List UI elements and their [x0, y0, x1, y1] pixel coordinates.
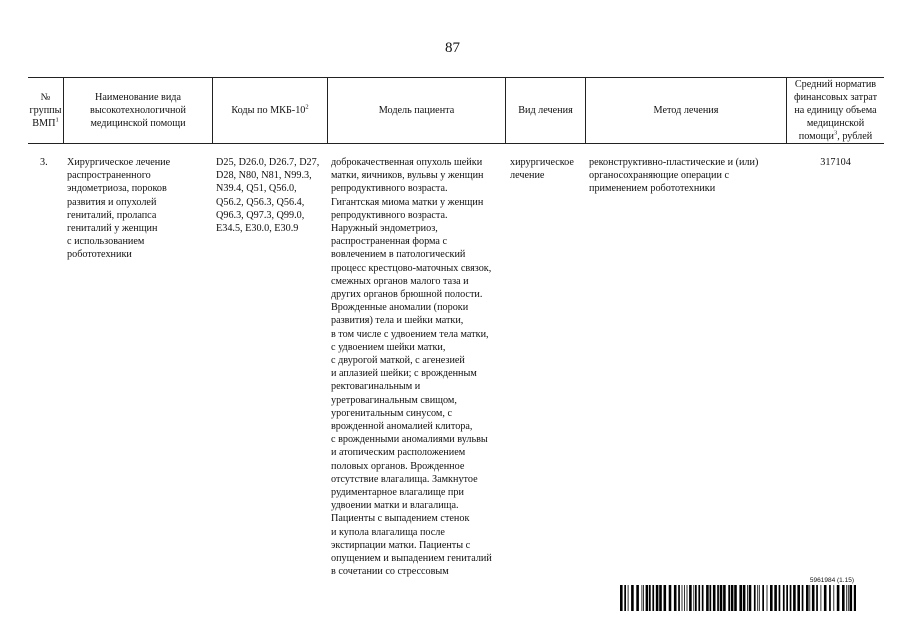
cell-line: эндометриоза, пороков [67, 183, 167, 195]
row-group-number: 3. [40, 157, 48, 168]
cell-line: с удвоением шейки матки, [331, 341, 446, 353]
header-codes-text: Коды по МКБ-$10^2$ [231, 103, 309, 116]
cell-line: Гигантская миома матки у женщин [331, 196, 484, 208]
cell-line: лечение [510, 170, 545, 182]
header-patient-model [328, 78, 505, 143]
cost-value: 317104 [820, 157, 851, 168]
header-treatment-method [586, 78, 786, 143]
footnote-marker: 1 [55, 116, 59, 124]
cell-line: отсутствие влагалища. Замкнутое [331, 473, 478, 485]
row-icd-codes [216, 156, 328, 235]
cell-line: ректовагинальным и [331, 381, 421, 393]
cell-line: гениталий у женщин [67, 223, 158, 235]
cell-line: и аплазией шейки; с врожденным [331, 368, 477, 380]
header-cost-line: на единицу объема [794, 104, 877, 116]
header-cost-line: финансовых затрат [793, 91, 878, 103]
row-treatment-method [589, 156, 785, 196]
header-treatment-text: Вид лечения [518, 104, 573, 116]
header-method-text: Метод лечения [653, 104, 719, 116]
cell-line: репродуктивного возраста. [331, 209, 448, 221]
cell-line: распространенная форма с [331, 236, 447, 248]
header-group-line: группы [29, 104, 62, 116]
cell-line: рудиментарное влагалище при [331, 487, 464, 499]
cell-line: половых органов. Врожденное [331, 460, 465, 472]
cell-line: и купола влагалища после [331, 526, 445, 538]
cell-line: N39.4, Q51, Q56.0, [216, 183, 297, 195]
cell-line: вовлечением в патологический [331, 249, 466, 261]
cell-line: реконструктивно-пластические и (или) [589, 157, 759, 168]
cell-line: гениталий, пролапса [67, 209, 157, 221]
cell-line: в том числе с удвоением тела матки, [331, 328, 489, 340]
cell-line: процесс крестцово-маточных связок, [331, 262, 492, 274]
header-group-line: ВМП$^1$ [32, 116, 59, 130]
cell-line: врожденной аномалией клитора, [331, 421, 473, 433]
cell-line: Q56.2, Q56.3, Q56.4, [216, 196, 305, 208]
header-cost-line: Средний норматив [794, 78, 877, 90]
cell-line: Q96.3, Q97.3, Q99.0, [216, 209, 305, 221]
cell-line: развития) тела и шейки матки, [331, 315, 464, 327]
header-cost-line: помощи$^3$, рублей [798, 129, 873, 143]
cell-line: и атопическим расположением [331, 447, 466, 459]
cell-line: других органов брюшной полости. [331, 289, 483, 301]
header-cost-line: медицинской [806, 118, 865, 130]
cell-line: урогенитальным синусом, с [331, 407, 452, 419]
cell-line: D25, D26.0, D26.7, D27, [216, 157, 320, 168]
cell-line: опущением и выпадением гениталий [331, 553, 492, 565]
header-name-line: высокотехнологичной [90, 104, 186, 116]
page-number: 87 [445, 40, 460, 56]
header-average-cost [787, 78, 884, 143]
cell-line: применением робототехники [589, 183, 716, 195]
cell-line: Пациенты с выпадением стенок [331, 513, 470, 525]
cell-line: смежных органов малого таза и [331, 275, 469, 287]
row-care-type-name [67, 156, 212, 262]
footnote-marker: 2 [305, 103, 309, 111]
cell-line: E34.5, E30.0, E30.9 [216, 223, 299, 235]
header-care-type-name [64, 78, 212, 143]
row-treatment-type [510, 156, 586, 182]
header-icd-codes [213, 78, 327, 143]
cell-line: с врожденными аномалиями вульвы [331, 434, 488, 446]
document-barcode [620, 576, 856, 611]
cell-line: в сочетании со стрессовым [331, 566, 449, 578]
header-name-line: Наименование вида [95, 91, 181, 103]
header-treatment-type [506, 78, 585, 143]
header-model-text: Модель пациента [378, 104, 455, 116]
cell-line: робототехники [67, 249, 132, 261]
header-group [28, 78, 63, 143]
header-group-line: № [40, 91, 51, 103]
cell-line: с использованием [67, 236, 145, 248]
barcode-caption: 5961984 (1.15) [809, 577, 854, 584]
cell-line: органосохраняющие операции с [589, 170, 729, 182]
barcode-icon [620, 585, 856, 611]
row-patient-model [331, 156, 506, 579]
cell-line: D28, N80, N81, N99.3, [216, 170, 312, 182]
cell-line: доброкачественная опухоль шейки [331, 157, 483, 168]
cell-line: с двурогой маткой, с агенезией [331, 355, 465, 367]
table-header-bottom-border [28, 143, 884, 144]
cell-line: экстирпации матки. Пациенты с [331, 539, 471, 551]
cell-line: распространенного [67, 170, 151, 182]
cell-line: Наружный эндометриоз, [331, 223, 438, 235]
cell-line: хирургическое [510, 157, 574, 168]
cell-line: удвоении матки и влагалища. [331, 500, 459, 512]
cell-line: матки, яичников, вульвы у женщин [331, 170, 484, 182]
cell-line: развития и опухолей [67, 196, 157, 208]
header-name-line: медицинской помощи [90, 118, 186, 130]
footnote-marker: 3 [833, 129, 838, 137]
cell-line: Врожденные аномалии (пороки [331, 302, 469, 314]
cell-line: Хирургическое лечение [67, 157, 171, 168]
row-average-cost [787, 156, 884, 169]
cell-line: репродуктивного возраста. [331, 183, 448, 195]
cell-line: уретровагинальным свищом, [331, 394, 457, 406]
